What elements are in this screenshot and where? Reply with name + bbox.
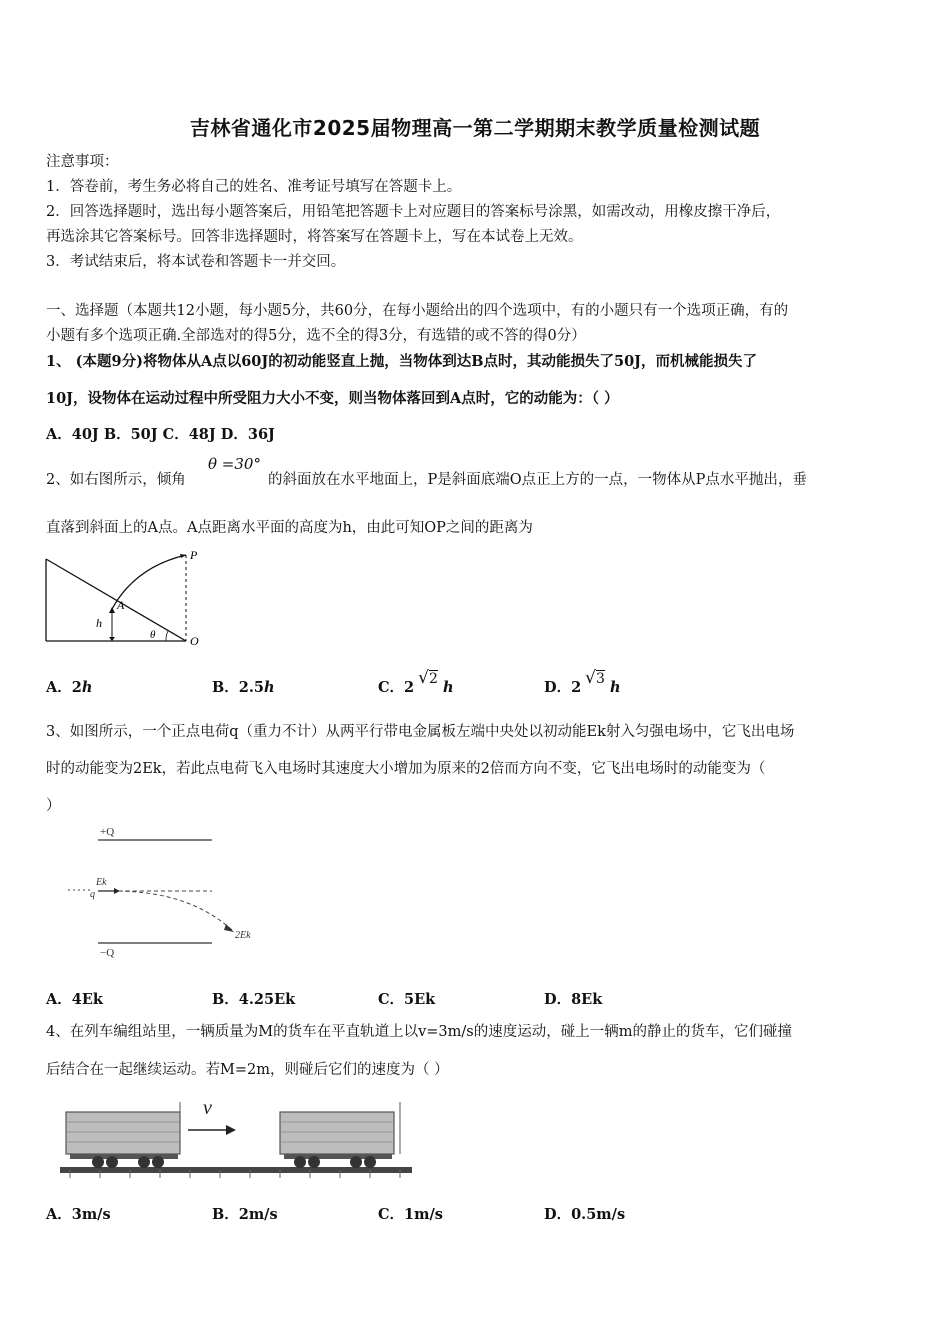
q3-stem-3: ）	[46, 798, 61, 814]
q2-option-d: D．2 √3 h	[544, 668, 621, 696]
q2-label-p: P	[190, 548, 198, 562]
q4-stem-1: 4、在列车编组站里，一辆质量为M的货车在平直轨道上以v=3m/s的速度运动，碰上一辆m的静止的货车，它们碰撞	[46, 1024, 792, 1040]
q3-label-q: q	[90, 889, 95, 900]
page-title: 吉林省通化市2025届物理高一第二学期期末教学质量检测试题	[189, 116, 761, 140]
q4-stem-2: 后结合在一起继续运动。若M=2m，则碰后它们的速度为（ ）	[46, 1062, 449, 1078]
q4-figure	[60, 1092, 420, 1182]
q2-option-b: B．2.5h	[212, 679, 275, 696]
q4-label-v: v	[203, 1097, 212, 1119]
q3-label-out: 2Ek	[235, 930, 251, 941]
q2-label-theta: θ	[150, 629, 156, 641]
notice-item-2: 2．回答选择题时，选出每小题答案后，用铅笔把答题卡上对应题目的答案标号涂黑，如需改动，用橡皮擦干净后，	[46, 204, 781, 220]
q4-option-c: C．1m/s	[378, 1206, 443, 1223]
q3-label-top: +Q	[100, 826, 115, 838]
q2-theta-formula: θ =30°	[208, 455, 261, 473]
q2-label-h: h	[96, 616, 102, 630]
section-heading-2: 小题有多个选项正确.全部选对的得5分，选不全的得3分，有选错的或不答的得0分）	[46, 328, 586, 344]
notice-item-3: 3．考试结束后，将本试卷和答题卡一并交回。	[46, 254, 346, 270]
q3-option-a: A．4Ek	[46, 991, 103, 1008]
q3-option-d: D．8Ek	[544, 991, 603, 1008]
section-heading-1: 一、选择题（本题共12小题，每小题5分，共60分，在每小题给出的四个选项中，有的小题只有一个选项正确，有的	[46, 303, 789, 319]
q3-label-bottom: −Q	[100, 947, 115, 959]
q2-stem-1a: 2、如右图所示，倾角	[46, 472, 186, 488]
notice-heading: 注意事项：	[46, 154, 119, 170]
q2-option-c: C．2 √2 h	[378, 668, 454, 696]
q2-label-o: O	[190, 634, 199, 648]
q1-stem-2: 10J，设物体在运动过程中所受阻力大小不变，则当物体落回到A点时，它的动能为：（ ）	[46, 390, 619, 407]
q3-option-c: C．5Ek	[378, 991, 436, 1008]
q2-label-a: A	[117, 598, 125, 612]
notice-item-2-cont: 再选涂其它答案标号。回答非选择题时，将答案写在答题卡上，写在本试卷上无效。	[46, 229, 583, 245]
q1-stem-1: 1、 (本题9分)将物体从A点以60J的初动能竖直上抛，当物体到达B点时，其动能损失了50J，而机械能损失了	[46, 353, 758, 370]
q2-figure	[40, 545, 210, 650]
q4-option-b: B．2m/s	[212, 1206, 278, 1223]
q4-option-d: D．0.5m/s	[544, 1206, 626, 1223]
notice-item-1: 1．答卷前，考生务必将自己的姓名、准考证号填写在答题卡上。	[46, 179, 462, 195]
q3-stem-2: 时的动能变为2Ek，若此点电荷飞入电场时其速度大小增加为原来的2倍而方向不变，它飞出电场时的动能变为（	[46, 761, 766, 777]
sqrt-icon: √	[585, 668, 597, 688]
q2-stem-2: 直落到斜面上的A点。A点距离水平面的高度为h，由此可知OP之间的距离为	[46, 520, 533, 536]
freight-car-right	[280, 1102, 400, 1168]
q2-option-a: A．2h	[46, 679, 93, 696]
freight-car-left	[66, 1102, 180, 1168]
q4-option-a: A．3m/s	[46, 1206, 111, 1223]
q3-option-b: B．4.25Ek	[212, 991, 296, 1008]
q3-stem-1: 3、如图所示，一个正点电荷q（重力不计）从两平行带电金属板左端中央处以初动能Ek射入匀强电场中，它飞出电场	[46, 724, 795, 740]
q3-figure	[60, 820, 270, 970]
q3-label-ek: Ek	[96, 877, 107, 888]
sqrt-icon: √	[418, 668, 429, 688]
q1-options: A．40J B．50J C．48J D．36J	[46, 426, 275, 443]
q2-stem-1b: 的斜面放在水平地面上，P是斜面底端O点正上方的一点，一物体从P点水平抛出，垂	[268, 472, 807, 488]
